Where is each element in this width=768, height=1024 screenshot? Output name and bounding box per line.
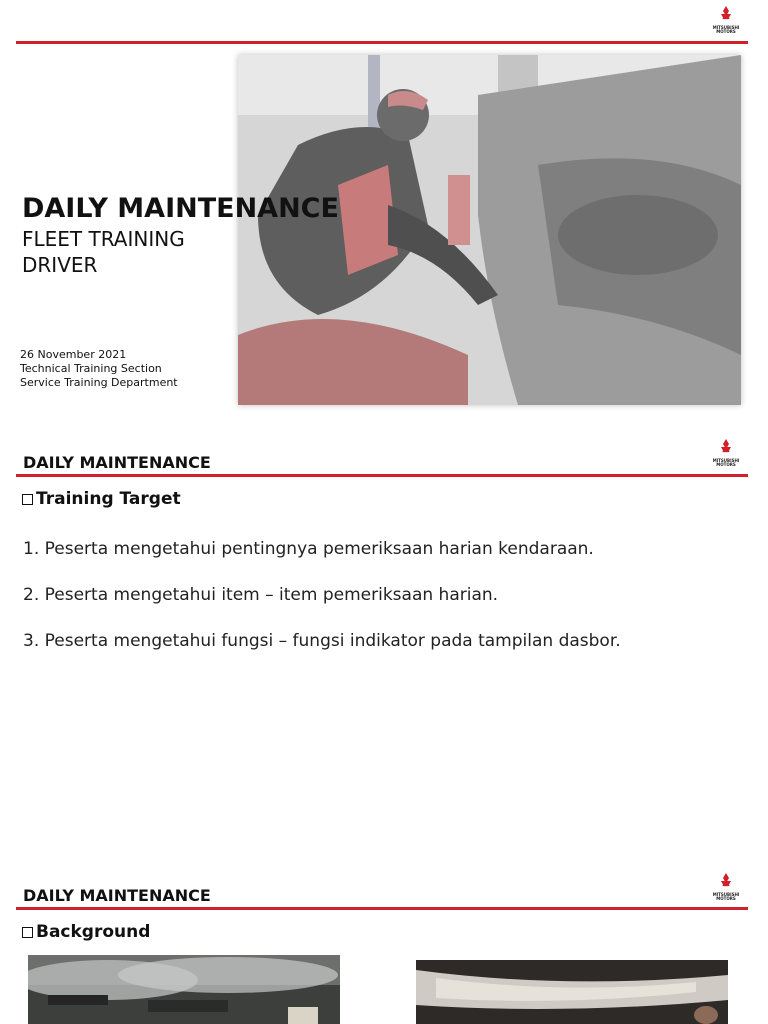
mitsubishi-logo	[710, 873, 742, 901]
cover-date: 26 November 2021	[20, 348, 127, 361]
logo-text: MITSUBISHI MOTORS	[712, 458, 740, 467]
section-title	[22, 489, 181, 509]
subtitle-line-2: DRIVER	[22, 253, 98, 277]
three-diamonds-icon	[713, 439, 739, 459]
logo-text: MITSUBISHI MOTORS	[712, 892, 740, 901]
cover-subtitle	[22, 226, 185, 278]
slide-header: DAILY MAINTENANCE	[23, 886, 211, 905]
hero-photo	[238, 55, 741, 405]
subtitle-line-1: FLEET TRAINING	[22, 227, 185, 251]
header-divider	[16, 907, 748, 910]
mitsubishi-logo	[710, 439, 742, 467]
header-divider	[16, 41, 748, 44]
logo-text: MITSUBISHI MOTORS	[712, 25, 740, 34]
cover-department: Service Training Department	[20, 376, 178, 389]
header-divider	[16, 474, 748, 477]
list-item: 2. Peserta mengetahui item – item pemeriksaan harian.	[23, 585, 499, 605]
mitsubishi-logo	[710, 6, 742, 34]
underbody-photo	[416, 960, 728, 1024]
checkbox-bullet-icon	[22, 494, 33, 505]
engine-smoke-illustration	[28, 955, 340, 1024]
mechanic-photo-illustration	[238, 55, 741, 405]
three-diamonds-icon	[713, 873, 739, 893]
engine-smoke-photo	[28, 955, 340, 1024]
section-title-text: Background	[36, 922, 151, 942]
cover-section: Technical Training Section	[20, 362, 162, 375]
list-item: 1. Peserta mengetahui pentingnya pemeriksaan harian kendaraan.	[23, 539, 594, 559]
checkbox-bullet-icon	[22, 927, 33, 938]
cover-title: DAILY MAINTENANCE	[22, 193, 339, 224]
three-diamonds-icon	[713, 6, 739, 26]
section-title-text: Training Target	[36, 489, 181, 509]
cover-meta	[20, 348, 178, 390]
section-title	[22, 922, 150, 942]
underbody-illustration	[416, 960, 728, 1024]
list-item: 3. Peserta mengetahui fungsi – fungsi indikator pada tampilan dasbor.	[23, 631, 621, 651]
slide-header: DAILY MAINTENANCE	[23, 453, 211, 472]
